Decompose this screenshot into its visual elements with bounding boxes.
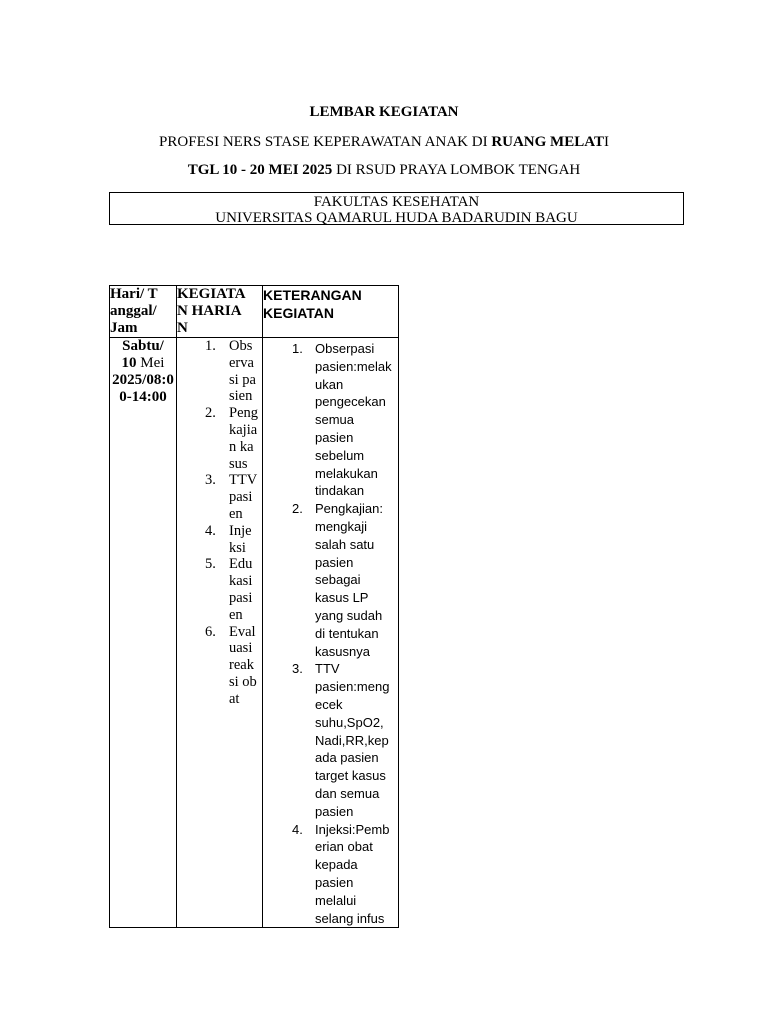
date-cell bbox=[110, 338, 177, 928]
date-year-time: 2025/08:00-14:00 bbox=[112, 372, 174, 405]
list-text: TTV pasien:mengecek suhu,SpO2, Nadi,RR,kepada pasien target kasus dan semua pasien bbox=[315, 661, 390, 819]
table-row bbox=[110, 338, 399, 928]
faculty-name: FAKULTAS KESEHATAN bbox=[313, 194, 480, 210]
header-keterangan: KETERANGAN KEGIATAN bbox=[263, 286, 399, 338]
list-number: 2. bbox=[205, 405, 216, 422]
location-text: DI RSUD PRAYA LOMBOK TENGAH bbox=[332, 162, 581, 178]
subtitle-line bbox=[0, 134, 768, 151]
keterangan-list bbox=[263, 340, 398, 927]
list-number: 4. bbox=[292, 821, 303, 837]
date-line bbox=[0, 162, 768, 179]
list-text: Injeksi:Pemberian obat kepada pasien melalui selang infus bbox=[315, 821, 390, 926]
list-item bbox=[177, 556, 262, 623]
list-text: Evaluasi reaksi obat bbox=[229, 623, 257, 707]
list-number: 5. bbox=[205, 556, 216, 573]
faculty-box bbox=[109, 192, 684, 225]
subtitle-prefix: PROFESI NERS STASE KEPERAWATAN ANAK DI bbox=[159, 134, 492, 150]
list-item bbox=[177, 523, 262, 557]
list-text: Injeksi bbox=[229, 522, 252, 556]
list-number: 3. bbox=[205, 472, 216, 489]
activity-table bbox=[109, 285, 399, 928]
list-text: Obserpasi pasien:melakukan pengecekan semua pasien sebelum melakukan tindakan bbox=[315, 341, 392, 499]
list-item bbox=[177, 472, 262, 522]
list-text: Pengkajian kasus bbox=[229, 405, 258, 472]
list-number: 2. bbox=[292, 501, 303, 517]
university-name: UNIVERSITAS QAMARUL HUDA BADARUDIN BAGU bbox=[215, 210, 578, 226]
list-item bbox=[263, 340, 398, 500]
list-item bbox=[263, 660, 398, 820]
list-item bbox=[263, 500, 398, 660]
header-kegiatan: KEGIATAN HARIAN bbox=[177, 286, 263, 338]
list-text: Edukasi pasien bbox=[229, 556, 253, 623]
header-date: Hari/ Tanggal/Jam bbox=[110, 286, 177, 338]
list-number: 6. bbox=[205, 623, 216, 640]
subtitle-suffix: I bbox=[603, 134, 609, 150]
table-header-row bbox=[110, 286, 399, 338]
list-number: 1. bbox=[205, 338, 216, 354]
list-item bbox=[177, 624, 262, 708]
list-number: 3. bbox=[292, 661, 303, 677]
day-name: Sabtu/ bbox=[122, 338, 164, 354]
list-text: Observasi pasien bbox=[229, 338, 256, 405]
document-title: LEMBAR KEGIATAN bbox=[309, 104, 459, 120]
list-text: TTV pasien bbox=[229, 472, 257, 522]
date-day: 10 Mei bbox=[121, 355, 165, 371]
date-range: TGL 10 - 20 MEI 2025 bbox=[187, 162, 333, 178]
list-item bbox=[177, 338, 262, 405]
kegiatan-list bbox=[177, 338, 262, 708]
list-item bbox=[263, 821, 398, 928]
list-item bbox=[177, 405, 262, 472]
keterangan-cell bbox=[263, 338, 399, 928]
list-text: Pengkajian: mengkaji salah satu pasien sebagai kasus LP yang sudah di tentukan kasusnya bbox=[315, 501, 383, 659]
subtitle-ward: RUANG MELAT bbox=[491, 134, 604, 150]
list-number: 1. bbox=[292, 341, 303, 356]
list-number: 4. bbox=[205, 522, 216, 539]
kegiatan-cell bbox=[177, 338, 263, 928]
